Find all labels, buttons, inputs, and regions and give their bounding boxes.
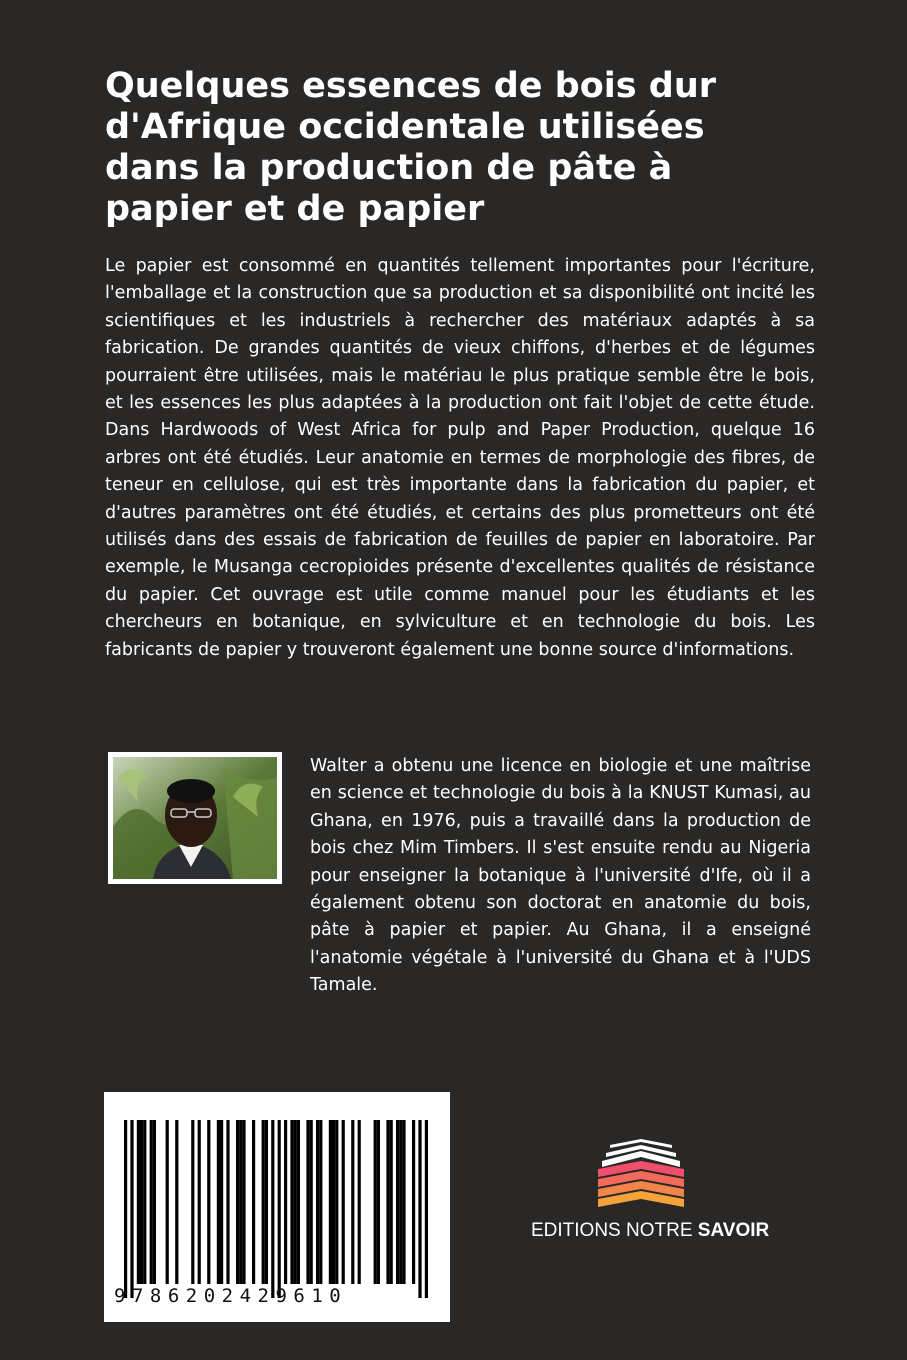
isbn-barcode: [104, 1092, 450, 1322]
barcode-bar: [239, 1120, 242, 1284]
barcode-bar: [265, 1120, 268, 1284]
barcode-bar: [262, 1120, 265, 1284]
barcode-bar: [150, 1120, 153, 1284]
barcode-bar: [137, 1120, 140, 1284]
barcode-bar: [358, 1120, 361, 1284]
publisher-name: [531, 1220, 770, 1242]
barcode-bar: [306, 1120, 309, 1284]
barcode-bar: [175, 1120, 178, 1284]
author-photo: [108, 752, 282, 884]
barcode-bar: [335, 1120, 338, 1284]
barcode-bar: [425, 1120, 428, 1298]
barcode-bar: [374, 1120, 377, 1284]
publisher-name-bold: SAVOIR: [697, 1220, 770, 1241]
barcode-bar: [399, 1120, 402, 1284]
barcode-bar: [396, 1120, 399, 1284]
barcode-bar: [351, 1120, 354, 1284]
barcode-bar: [316, 1120, 319, 1284]
barcode-bar: [278, 1120, 281, 1298]
barcode-bar: [207, 1120, 210, 1284]
barcode-bar: [153, 1120, 156, 1284]
barcode-bar: [217, 1120, 220, 1284]
book-title: Quelques essences de bois dur d'Afrique occidentale utilisées dans la production de pâte à papier et de papier: [105, 66, 717, 229]
barcode-bar: [236, 1120, 239, 1284]
barcode-bar: [377, 1120, 380, 1284]
barcode-bar: [252, 1120, 255, 1284]
barcode-bar: [271, 1120, 274, 1298]
barcode-bar: [294, 1120, 297, 1284]
barcode-bar: [290, 1120, 293, 1284]
isbn-number: 9786202429610: [114, 1285, 348, 1307]
barcode-bar: [198, 1120, 201, 1284]
barcode-bar: [284, 1120, 287, 1284]
barcode-bar: [143, 1120, 146, 1284]
open-book-logo-icon: [594, 1139, 688, 1211]
barcode-bar: [130, 1120, 133, 1298]
barcode-bar: [310, 1120, 313, 1284]
barcode-bar: [242, 1120, 245, 1284]
barcode-bar: [386, 1120, 389, 1284]
barcode-bar: [191, 1120, 194, 1284]
author-biography: Walter a obtenu une licence en biologie et une maîtrise en science et technologie du bois à la KNUST Kumasi, au Ghana, en 1976, puis a travaillé dans la production de bois chez Mim Timbers. Il s'est ensuite rendu au Nigeria pour enseigner la botanique à l'université d'Ife, où il a également obtenu son doctorat en anatomie du bois, pâte à papier et papier. Au Ghana, il a enseigné l'anatomie végétale à l'université du Ghana et à l'UDS Tamale.: [310, 756, 811, 996]
barcode-bar: [297, 1120, 300, 1284]
barcode-bar: [418, 1120, 421, 1298]
barcode-bar: [124, 1120, 127, 1298]
barcode-bar: [390, 1120, 393, 1284]
barcode-bar: [166, 1120, 169, 1284]
barcode-bar: [402, 1120, 405, 1284]
barcode-bar: [220, 1120, 223, 1284]
barcode-bar: [332, 1120, 335, 1284]
barcode-bar: [319, 1120, 322, 1284]
author-portrait-image: [113, 757, 277, 879]
book-description: Le papier est consommé en quantités tellement importantes pour l'écriture, l'emballage et la construction que sa production et sa disponibilité ont incité les scientifiques et les industriels à rechercher des matériaux adaptés à sa fabrication. De grandes quantités de vieux chiffons, d'herbes et de légumes pourraient être utilisées, mais le matériau le plus pratique semble être le bois, et les essences les plus adaptées à la production ont fait l'objet de cette étude. Dans Hardwoods of West Africa for pulp and Paper Production, quelque 16 arbres ont été étudiés. Leur anatomie en termes de morphologie des fibres, de teneur en cellulose, qui est très importante dans la fabrication du papier, et d'autres paramètres ont été étudiés, et certains des plus prometteurs ont été utilisés dans des essais de fabrication de feuilles de papier en laboratoire. Par exemple, le Musanga cecropioides présente d'excellentes qualités de résistance du papier. Cet ouvrage est utile comme manuel pour les étudiants et les chercheurs en botanique, en sylviculture et en technologie du bois. Les fabricants de papier y trouveront également une bonne source d'informations.: [105, 256, 815, 660]
barcode-bar: [342, 1120, 345, 1284]
barcode-bar: [412, 1120, 415, 1284]
barcode-bar: [140, 1120, 143, 1284]
publisher-name-regular: EDITIONS NOTRE: [531, 1220, 698, 1241]
barcode-bar: [226, 1120, 229, 1284]
barcode-bar: [329, 1120, 332, 1284]
